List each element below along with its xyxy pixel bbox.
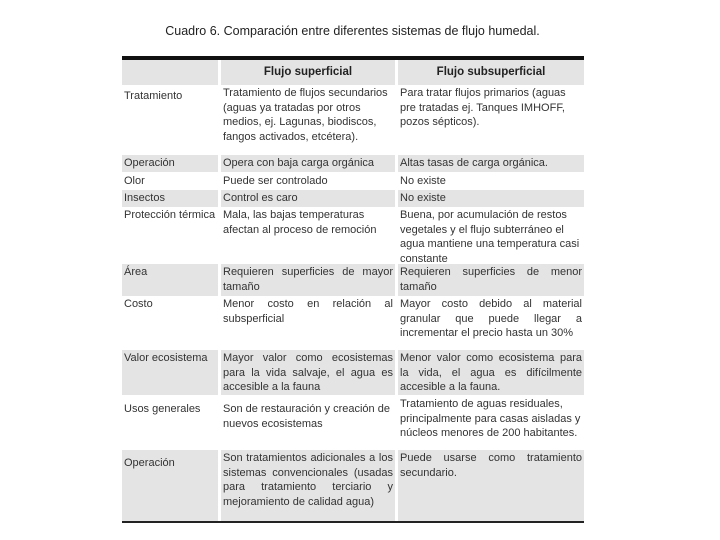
header-cell-empty	[122, 60, 218, 85]
cell-flujo-superficial: Requieren superficies de mayor tamaño	[221, 264, 395, 296]
row-label: Operación	[122, 155, 218, 172]
row-label: Operación	[122, 450, 218, 521]
row-label: Costo	[124, 298, 153, 310]
cell-flujo-subsuperficial: Puede usarse como tratamiento secundario.	[398, 450, 584, 521]
cell-flujo-subsuperficial: Para tratar flujos primarios (aguas pre tratadas ej. Tanques IMHOFF, pozos sépticos).	[400, 87, 566, 128]
cell-flujo-subsuperficial: Requieren superficies de menor tamaño	[398, 264, 584, 296]
table-bottom-rule	[122, 521, 584, 523]
row-label: Valor ecosistema	[122, 350, 218, 395]
cell-flujo-superficial: Control es caro	[221, 190, 395, 207]
cell-flujo-superficial: Mayor valor como ecosistemas para la vida salvaje, el agua es accesible a la fauna	[223, 352, 393, 393]
cell-flujo-superficial: Son de restauración y creación de nuevos ecosistemas	[223, 403, 390, 430]
row-label: Usos generales	[124, 403, 201, 415]
table-row	[122, 85, 584, 154]
table-row	[122, 296, 584, 341]
cell-flujo-subsuperficial: No existe	[398, 190, 584, 207]
row-label: Tratamiento	[124, 90, 183, 102]
table-row	[122, 350, 584, 395]
cell-flujo-subsuperficial: Buena, por acumulación de restos vegetales y el flujo subterráneo el agua mantiene una temperatura casi constante	[400, 209, 580, 265]
table-row	[122, 207, 584, 263]
table-row	[122, 396, 584, 444]
row-label: Protección térmica	[124, 209, 216, 221]
table-header-row	[122, 60, 584, 85]
table-row	[122, 190, 584, 207]
table-row	[122, 450, 584, 521]
row-label: Olor	[124, 175, 145, 187]
cell-flujo-subsuperficial: No existe	[400, 175, 446, 187]
cell-flujo-subsuperficial: Tratamiento de aguas residuales, principalmente para casas aisladas y núcleos menores de 200 habitantes.	[400, 398, 581, 439]
table-row	[122, 264, 584, 296]
cell-flujo-superficial: Tratamiento de flujos secundarios (aguas ya tratadas por otros medios, ej. Lagunas, biodiscos, fangos activados, etcétera).	[223, 87, 388, 143]
cell-flujo-superficial: Opera con baja carga orgánica	[221, 155, 395, 172]
row-label: Área	[122, 264, 218, 296]
table-caption: Cuadro 6. Comparación entre diferentes sistemas de flujo humedal.	[165, 24, 540, 38]
cell-flujo-subsuperficial: Menor valor como ecosistema para la vida, el agua es difícilmente accesible a la fauna.	[400, 352, 582, 393]
cell-flujo-superficial: Menor costo en relación al subsperficial	[223, 298, 393, 325]
cell-flujo-subsuperficial: Mayor costo debido al material granular que puede llegar a incrementar el precio hasta un 30%	[400, 298, 582, 339]
header-flujo-subsuperficial: Flujo subsuperficial	[398, 60, 584, 85]
header-flujo-superficial: Flujo superficial	[221, 60, 395, 85]
table-row	[122, 173, 584, 190]
cell-flujo-subsuperficial: Altas tasas de carga orgánica.	[398, 155, 584, 172]
table-row	[122, 155, 584, 172]
cell-flujo-superficial: Son tratamientos adicionales a los sistemas convencionales (usadas para tratamiento terciario y mejoramiento de calidad agua)	[221, 450, 395, 521]
cell-flujo-superficial: Mala, las bajas temperaturas afectan al proceso de remoción	[223, 209, 377, 236]
cell-flujo-superficial: Puede ser controlado	[223, 175, 328, 187]
row-label: Insectos	[122, 190, 218, 207]
